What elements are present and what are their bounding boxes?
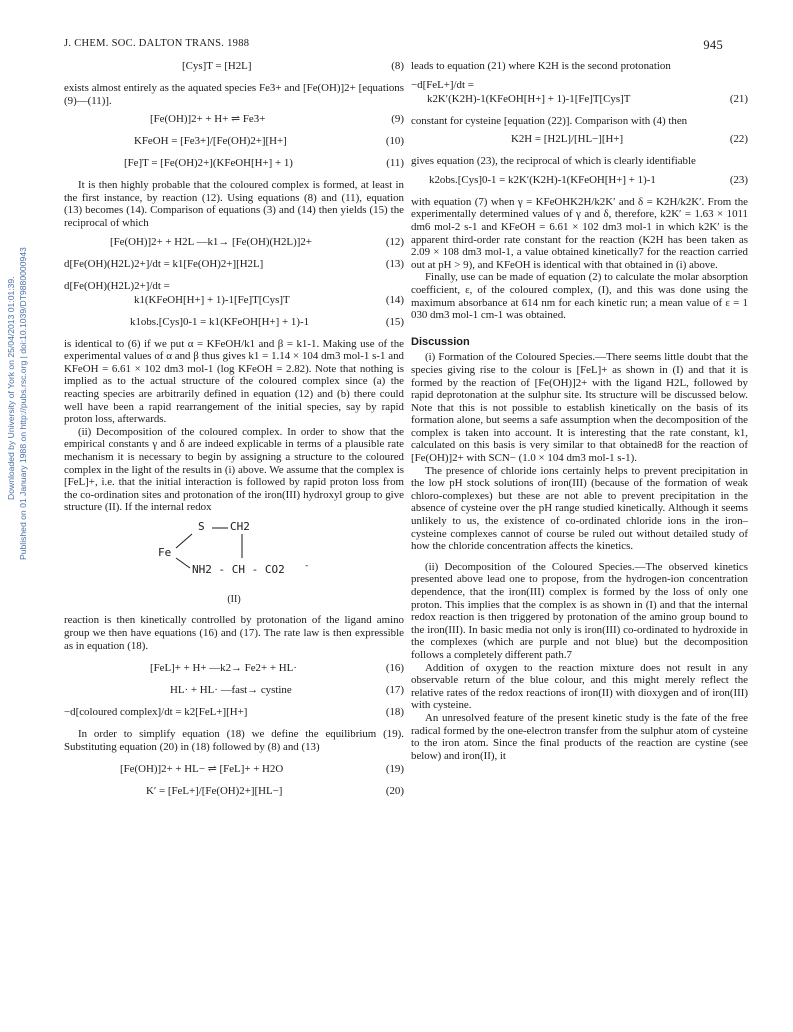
- equation-14-number: (14): [385, 293, 404, 306]
- paragraph: leads to equation (21) where K2H is the second protonation: [411, 60, 671, 72]
- paragraph: (ii) Decomposition of the coloured complex. In order to show that the empirical constants γ and δ are indeed explicable in terms of a plausible rate mechanism it is necessary to begin by assigning a structure to the coloured complex in the light of the results in (i) above. We assume that the complex is [FeL]+, i.e. that the initial interaction is followed by rapid proton loss from the co-ordination sites and protonation of the iron(III) hydroxyl group to give structure (II). If the internal redox: [64, 425, 404, 514]
- equation-13: d[Fe(OH)(H2L)2+]/dt = k1[Fe(OH)2+][H2L]: [64, 257, 264, 270]
- equation-19-number: (19): [385, 763, 404, 776]
- left-column: [64, 60, 404, 807]
- equation-14-lhs: d[Fe(OH)(H2L)2+]/dt =: [64, 279, 170, 292]
- paragraph: It is then highly probable that the coloured complex is formed, at least in the first instance, by reaction (12). Using equations (8) and (11), equation (13) becomes (14). Comparison of equations (3) and (14) then yields (15) the reciprocal of which: [64, 179, 404, 229]
- equation-11-number: (11): [386, 157, 404, 170]
- page-number: 945: [703, 38, 723, 52]
- equation-20: K′ = [FeL+]/[Fe(OH)2+][HL−]: [146, 785, 283, 798]
- equation-15-number: (15): [385, 315, 404, 328]
- structure-ch2: CH2: [230, 519, 250, 533]
- doi-notice[interactable]: Published on 01 January 1988 on http://pubs.rsc.org | doi:10.1039/DT9880000943: [18, 247, 28, 560]
- paragraph: (ii) Decomposition of the Coloured Species.—The observed kinetics presented above lead one to propose, from the hydrogen-ion concentration dependence, that the iron(III) complex is formed by the loss of only one proton. This implies that the complex is as shown in (I) and that the internal redox reaction is then triggered by protonation of the amino group bound to the iron(III). In basic media not only is iron(III) co-ordinated to hydroxide in the complexes (which are purple and not blue) but the decomposition follows a completely different path.7: [411, 560, 748, 661]
- equation-20-number: (20): [385, 785, 404, 798]
- bond-fe-s: [176, 534, 192, 548]
- paragraph: Finally, use can be made of equation (2) to calculate the molar absorption coefficient, ε, of the coloured complex, (I), and this was done using the maximum absorbance at 614 nm for each kinetic run; a mean value of ε = 1 030 dm3 mol-1 cm-1 was obtained.: [411, 271, 748, 322]
- bond-fe-n: [176, 558, 190, 568]
- equation-23-number: (23): [729, 173, 748, 186]
- paragraph: In order to simplify equation (18) we define the equilibrium (19). Substituting equation (20) in (18) followed by (8) and (13): [64, 728, 404, 753]
- equation-12-number: (12): [385, 235, 404, 248]
- paragraph: exists almost entirely as the aquated species Fe3+ and [Fe(OH)]2+ [equations (9)—(11)].: [64, 82, 404, 107]
- equation-10-number: (10): [385, 135, 404, 148]
- equation-16: [FeL]+ + H+ —k2→ Fe2+ + HL·: [150, 662, 297, 675]
- paragraph: with equation (7) when γ = KFeOHK2H/k2K′ and δ = K2H/k2K′. From the experimentally determined values of γ and δ, therefore, k2K′ = 1.63 × 1011 dm6 mol-2 s-1 and KFeOH = 6.61 × 102 dm3 mol-1 in which k2K′ is the apparent third-order rate constant for the reaction (K2H has been taken as 2.09 × 108 dm3 mol-1, a value obtained kinetically7 for the reaction carried out at pH > 9), and KFeOH is identical with that obtained in (i) above.: [411, 195, 748, 271]
- equation-23: k2obs.[Cys]0-1 = k2K′(K2H)-1(KFeOH[H+] + 1)-1: [429, 173, 656, 186]
- equation-10: KFeOH = [Fe3+]/[Fe(OH)2+][H+]: [134, 135, 287, 148]
- structure-charge: -: [304, 560, 310, 571]
- equation-8: [Cys]T = [H2L]: [182, 60, 252, 72]
- equation-19: [Fe(OH)]2+ + HL− ⇌ [FeL]+ + H2O: [120, 763, 284, 776]
- structure-label: (II): [227, 593, 241, 605]
- equation-12: [Fe(OH)]2+ + H2L —k1→ [Fe(OH)(H2L)]2+: [110, 235, 312, 248]
- equation-17: HL· + HL· —fast→ cystine: [170, 684, 292, 697]
- structure-chain: NH2 - CH - CO2: [192, 562, 285, 576]
- equation-18: −d[coloured complex]/dt = k2[FeL+][H+]: [64, 706, 248, 719]
- right-column: [411, 60, 748, 762]
- structure-iron: Fe: [158, 545, 172, 559]
- paragraph: is identical to (6) if we put α = KFeOH/k1 and β = k1-1. Making use of the experimental values of α and β thus gives k1 = 1.14 × 104 dm3 mol-1 s-1 and KFeOH = 6.61 × 102 dm3 mol-1 (log KFeOH = 2.82). Note that nothing is implied as to the actual structure of the coloured complex since (a) the reacting species are arbitrarily defined in equation (12) and (b) there could well have been a rapid rearrangement of the initial species, say by rapid proton loss, afterwards.: [64, 337, 404, 426]
- equation-21-rhs: k2K′(K2H)-1(KFeOH[H+] + 1)-1[Fe]T[Cys]T: [427, 92, 631, 105]
- equation-8-number: (8): [391, 60, 404, 72]
- equation-15: k1obs.[Cys]0-1 = k1(KFeOH[H+] + 1)-1: [130, 315, 310, 328]
- paragraph: constant for cysteine [equation (22)]. Comparison with (4) then: [411, 114, 688, 127]
- equation-21-number: (21): [729, 92, 748, 105]
- paragraph: The presence of chloride ions certainly helps to prevent precipitation in the low pH stock solutions of iron(III) (because of the formation of weak chloro-complexes) but these are not able to prevent precipitation in the absence of cysteine over the pH range studied kinetically. Although it seems unlikely to us, the existence of co-ordinated chloride ions in the iron–cysteine complexes cannot of course be ruled out without detailed study of how the chloride concentration affects the kinetics.: [411, 464, 748, 553]
- paragraph: An unresolved feature of the present kinetic study is the fate of the free radical formed by the one-electron transfer from the sulphur atom of cysteine to the iron atom. Since the final products of the reaction are cystine (see below) and iron(II), it: [411, 711, 748, 762]
- equation-9-number: (9): [391, 113, 404, 126]
- paragraph: (i) Formation of the Coloured Species.—There seems little doubt that the species giving rise to the colour is [FeL]+ as shown in (I) and that it is formed by the reaction of [Fe(OH)]2+ with the ligand H2L, followed by rapid deprotonation at the sulphur site. Its structure will be discussed below. Note that this is not possible to establish kinetically on the basis of its formation alone, but seems a safe assumption when the decomposition of the complex is taken into account. It is interesting that the rate constant, k1, calculated on this basis is very similar to that obtained8 for the reaction of [Fe(OH)]2+ with SCN− (1.0 × 104 dm3 mol-1 s-1).: [411, 351, 748, 465]
- equation-22: K2H = [H2L]/[HL−][H+]: [511, 133, 624, 146]
- equation-14-rhs: k1(KFeOH[H+] + 1)-1[Fe]T[Cys]T: [134, 293, 290, 306]
- structure-II: [64, 518, 404, 590]
- equation-9: [Fe(OH)]2+ + H+ ⇌ Fe3+: [150, 113, 266, 126]
- paragraph: gives equation (23), the reciprocal of which is clearly identifiable: [411, 155, 696, 168]
- equation-16-number: (16): [385, 662, 404, 675]
- paragraph: Addition of oxygen to the reaction mixture does not result in any observable return of the blue colour, and this might merely reflect the relative rates of the redox reactions of iron(II) with dioxygen and of iron(III) with cysteine.: [411, 661, 748, 712]
- paragraph: reaction is then kinetically controlled by protonation of the ligand amino group we then have equations (16) and (17). The rate law is then expressible as in equation (18).: [64, 614, 404, 652]
- equation-17-number: (17): [385, 684, 404, 697]
- equation-21-lhs: −d[FeL+]/dt =: [411, 78, 474, 91]
- journal-header: J. CHEM. SOC. DALTON TRANS. 1988: [64, 38, 250, 49]
- equation-22-number: (22): [729, 133, 748, 146]
- download-notice[interactable]: Downloaded by University of York on 25/04/2013 01:01:39.: [6, 276, 16, 500]
- equation-13-number: (13): [385, 257, 404, 270]
- structure-sulfur: S: [198, 519, 205, 533]
- section-heading-discussion: Discussion: [411, 335, 470, 348]
- equation-18-number: (18): [385, 706, 404, 719]
- equation-11: [Fe]T = [Fe(OH)2+](KFeOH[H+] + 1): [124, 157, 293, 170]
